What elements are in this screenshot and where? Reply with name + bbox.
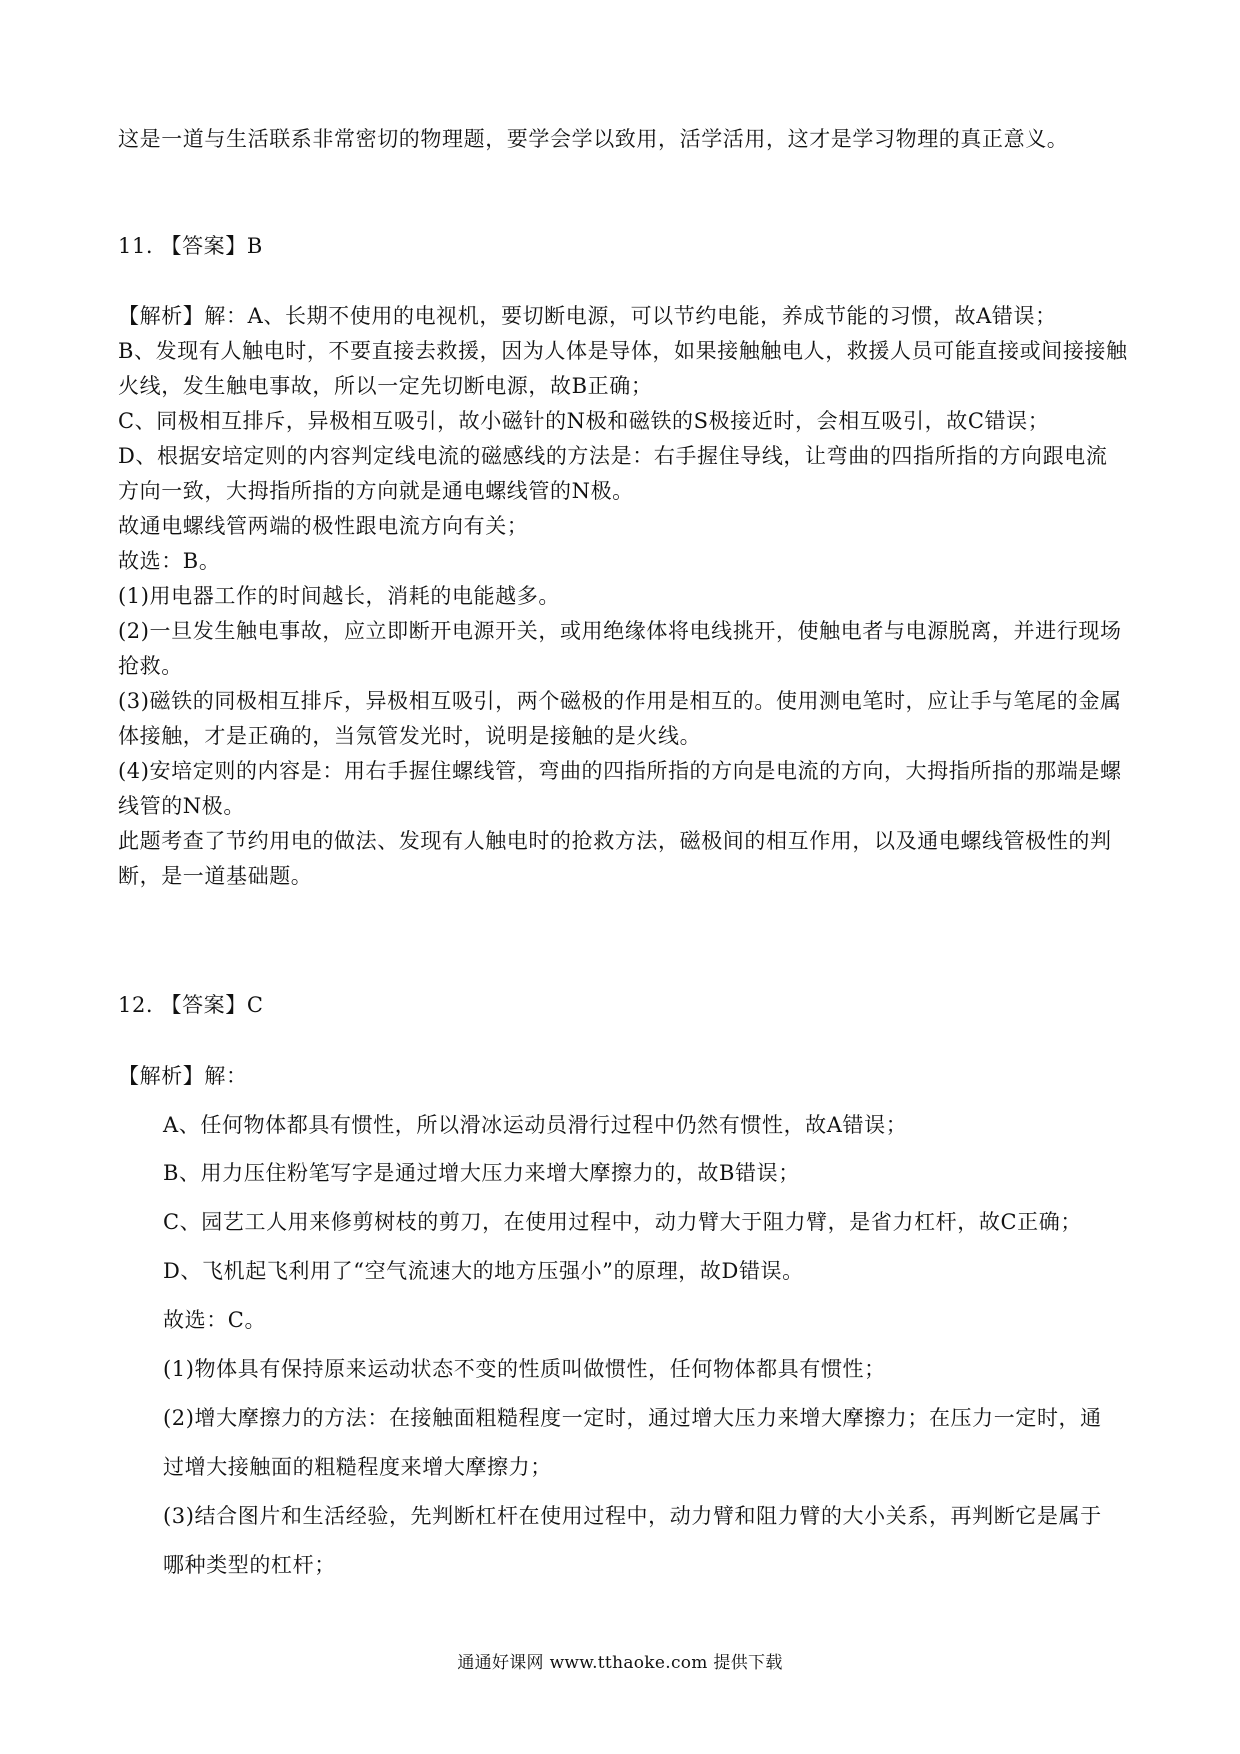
q11-line: 抢救。 [118,654,183,678]
q12-line: 哪种类型的杠杆； [163,1553,336,1577]
q11-line: 【解析】解：A、长期不使用的电视机，要切断电源，可以节约电能，养成节能的习惯，故A错误； [118,304,1057,328]
q12-line: C、园艺工人用来修剪树枝的剪刀，在使用过程中，动力臂大于阻力臂，是省力杠杆，故C正确； [163,1210,1082,1234]
q11-line: (4)安培定则的内容是：用右手握住螺线管，弯曲的四指所指的方向是电流的方向，大拇指所指的那端是螺 [118,759,1122,783]
q12-line: (1)物体具有保持原来运动状态不变的性质叫做惯性，任何物体都具有惯性； [163,1357,886,1381]
intro-paragraph: 这是一道与生活联系非常密切的物理题，要学会学以致用，活学活用，这才是学习物理的真正意义。 [118,127,1069,151]
q11-line: 故选：B。 [118,549,221,573]
q12-line: (2)增大摩擦力的方法：在接触面粗糙程度一定时，通过增大压力来增大摩擦力；在压力一定时，通 [163,1406,1102,1430]
q11-line: (3)磁铁的同极相互排斥，异极相互吸引，两个磁极的作用是相互的。使用测电笔时，应让手与笔尾的金属 [118,689,1122,713]
q11-line: 断，是一道基础题。 [118,864,313,888]
q11-line: 火线，发生触电事故，所以一定先切断电源，故B正确； [118,374,653,398]
q11-line: 体接触，才是正确的，当氖管发光时，说明是接触的是火线。 [118,724,702,748]
q11-line: B、发现有人触电时，不要直接去救援，因为人体是导体，如果接触触电人，救援人员可能直接或间接接触 [118,339,1128,363]
q12-line: D、飞机起飞利用了“空气流速大的地方压强小”的原理，故D错误。 [163,1259,804,1283]
q12-line: 过增大接触面的粗糙程度来增大摩擦力； [163,1455,552,1479]
q11-line: 方向一致，大拇指所指的方向就是通电螺线管的N极。 [118,479,634,503]
q11-line: D、根据安培定则的内容判定线电流的磁感线的方法是：右手握住导线，让弯曲的四指所指的方向跟电流 [118,444,1108,468]
page-footer: 通通好课网 www.tthaoke.com 提供下载 [457,1653,783,1673]
q11-line: 线管的N极。 [118,794,245,818]
q11-line: (1)用电器工作的时间越长，消耗的电能越多。 [118,584,560,608]
q11-line: 故通电螺线管两端的极性跟电流方向有关； [118,514,529,538]
q11-answer: 11. 【答案】B [118,234,263,258]
q11-line: C、同极相互排斥，异极相互吸引，故小磁针的N极和磁铁的S极接近时，会相互吸引，故C错误； [118,409,1050,433]
q11-line: (2)一旦发生触电事故，应立即断开电源开关，或用绝缘体将电线挑开，使触电者与电源脱离，并进行现场 [118,619,1122,643]
q12-line: A、任何物体都具有惯性，所以滑冰运动员滑行过程中仍然有惯性，故A错误； [163,1113,908,1137]
q11-line: 此题考查了节约用电的做法、发现有人触电时的抢救方法，磁极间的相互作用，以及通电螺线管极性的判 [118,829,1112,853]
q12-answer: 12. 【答案】C [118,993,264,1017]
q12-line: B、用力压住粉笔写字是通过增大压力来增大摩擦力的，故B错误； [163,1161,800,1185]
q12-line: 故选：C。 [163,1308,267,1332]
q12-line: (3)结合图片和生活经验，先判断杠杆在使用过程中，动力臂和阻力臂的大小关系，再判断它是属于 [163,1504,1102,1528]
q12-analysis-head: 【解析】解： [118,1064,248,1088]
